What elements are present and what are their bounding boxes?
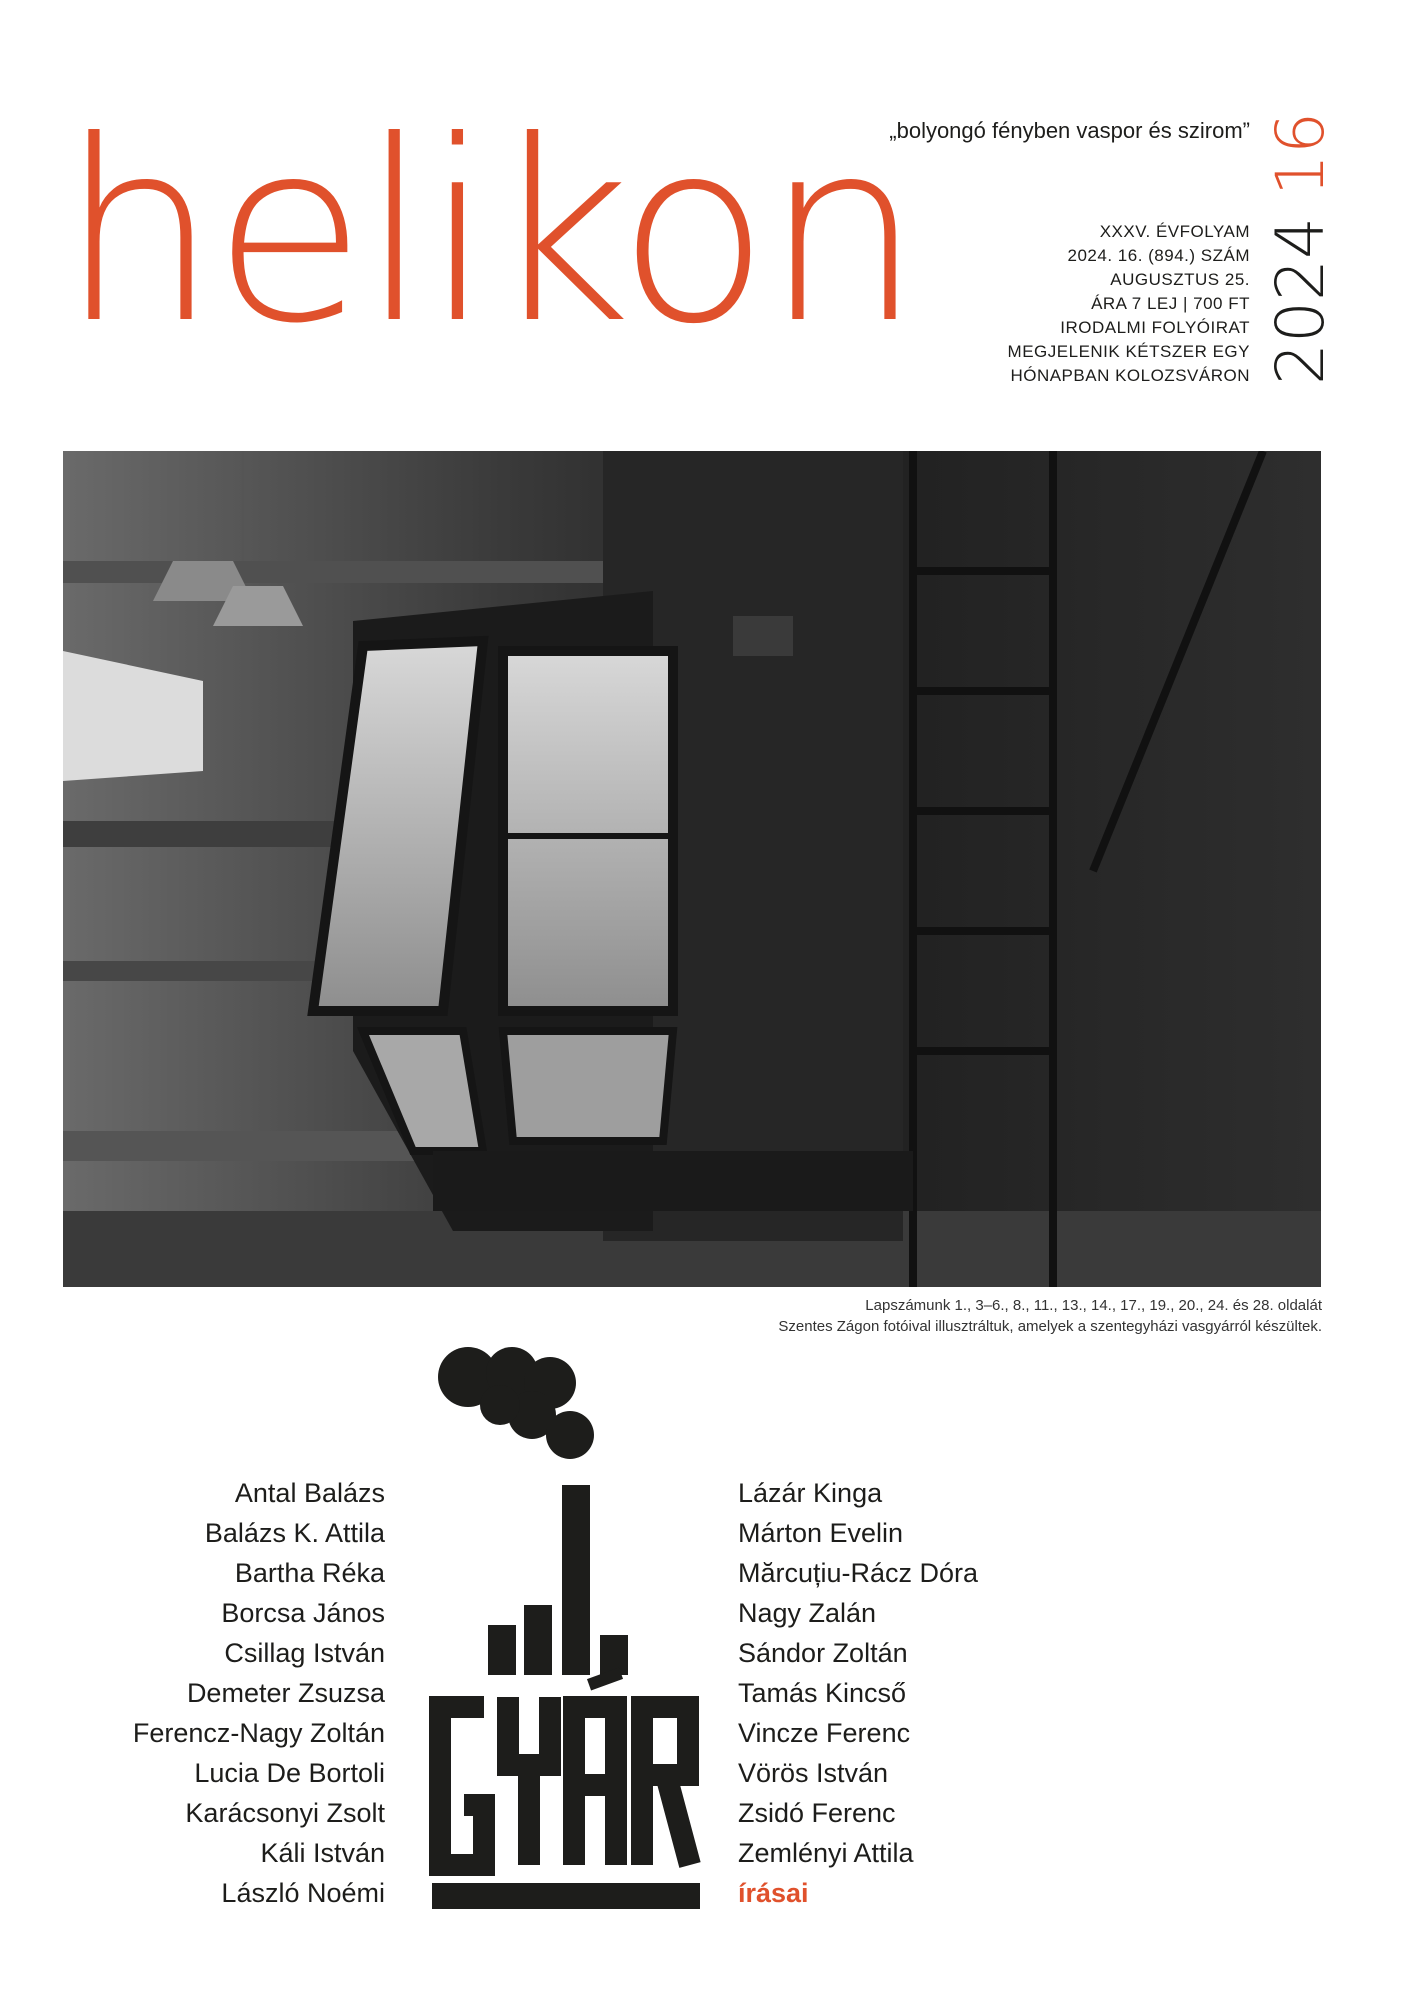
issue-number: 2024. 16. (894.) SZÁM [1067, 246, 1250, 265]
author-name: Karácsonyi Zsolt [185, 1798, 385, 1828]
author-name: Mărcuțiu-Rácz Dóra [738, 1558, 979, 1588]
smoke-clouds-icon [438, 1347, 594, 1459]
vertical-number: 16 [1262, 112, 1339, 197]
author-name: Lucia De Bortoli [194, 1758, 385, 1788]
author-name: Sándor Zoltán [738, 1638, 908, 1668]
authors-left-column [133, 1473, 385, 1913]
logo-text: GYÁR [568, 1910, 572, 1911]
gyar-logo [420, 1335, 720, 1920]
issue-volume: XXXV. ÉVFOLYAM [1099, 222, 1250, 241]
issue-frequency: MEGJELENIK KÉTSZER EGY [1007, 342, 1250, 361]
author-name: Márton Evelin [738, 1518, 904, 1548]
issue-place: HÓNAPBAN KOLOZSVÁRON [1010, 366, 1250, 385]
author-name: Nagy Zalán [738, 1598, 877, 1628]
author-name: Balázs K. Attila [204, 1518, 385, 1548]
gyar-letters-icon [440, 1697, 690, 1865]
caption-line: Szentes Zágon fotóival illusztráltuk, amelyek a szentegyházi vasgyárról készültek. [778, 1318, 1322, 1335]
vertical-year: 2024 [1262, 217, 1339, 385]
crane-cabin-photo [63, 451, 1321, 1287]
author-name: Vincze Ferenc [738, 1718, 911, 1748]
issue-type: IRODALMI FOLYÓIRAT [1060, 318, 1250, 337]
author-name: Vörös István [738, 1758, 889, 1788]
author-name: Demeter Zsuzsa [186, 1678, 385, 1708]
author-name: Csillag István [224, 1638, 385, 1668]
issue-info [1008, 220, 1250, 388]
issue-price: ÁRA 7 LEJ | 700 FT [1091, 294, 1250, 313]
author-name: Antal Balázs [234, 1478, 385, 1508]
author-name: Ferencz-Nagy Zoltán [132, 1718, 385, 1748]
authors-suffix: írásai [738, 1878, 809, 1908]
chimneys-icon [488, 1485, 628, 1675]
author-name: László Noémi [221, 1878, 385, 1908]
author-name: Káli István [260, 1838, 385, 1868]
author-name: Zemlényi Attila [738, 1838, 914, 1868]
author-name: Tamás Kincső [738, 1678, 907, 1708]
author-name: Zsidó Ferenc [738, 1798, 896, 1828]
author-name: Bartha Réka [234, 1558, 385, 1588]
issue-date: AUGUSZTUS 25. [1110, 270, 1250, 289]
author-name: Borcsa János [221, 1598, 385, 1628]
author-name: Lázár Kinga [738, 1478, 883, 1508]
cover-photo [63, 451, 1321, 1287]
masthead-title: helikon [60, 87, 917, 378]
caption-line: Lapszámunk 1., 3–6., 8., 11., 13., 14., 17., 19., 20., 24. és 28. oldalát [865, 1297, 1322, 1314]
vertical-year-number [1262, 112, 1339, 385]
photo-caption [778, 1295, 1322, 1337]
motto: „bolyongó fényben vaspor és szirom” [889, 118, 1250, 143]
authors-right-column [738, 1473, 978, 1913]
factory-logo-icon [420, 1335, 720, 1915]
